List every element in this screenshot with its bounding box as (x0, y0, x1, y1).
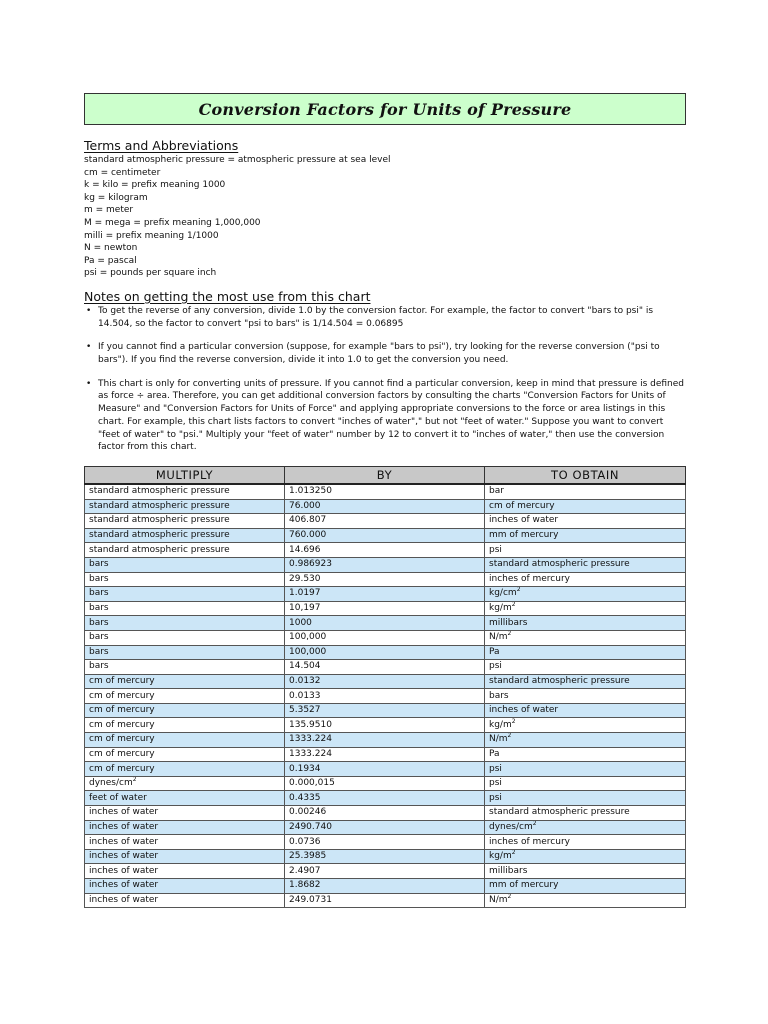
cell-multiply-text: inches of water (89, 821, 159, 832)
cell-by-text: 760.000 (289, 530, 327, 541)
cell-by (285, 601, 485, 616)
cell-to-obtain-text: psi (489, 763, 502, 774)
cell-multiply-text: cm of mercury (89, 675, 155, 686)
table-row (85, 543, 686, 558)
table-row (85, 645, 686, 660)
table-body (85, 484, 686, 908)
cell-multiply (85, 762, 285, 777)
cell-multiply-text: inches of water (89, 865, 159, 876)
cell-multiply-text: bars (89, 646, 109, 657)
cell-multiply-text: feet of water (89, 792, 147, 803)
table-row (85, 660, 686, 675)
cell-to-obtain-superscript: 2 (511, 601, 516, 609)
cell-to-obtain-superscript: 2 (507, 630, 512, 638)
cell-multiply-text: cm of mercury (89, 763, 155, 774)
title-banner (84, 93, 686, 125)
cell-to-obtain-text: inches of water (489, 705, 559, 716)
cell-by (285, 893, 485, 908)
cell-multiply-text: standard atmospheric pressure (89, 515, 230, 526)
cell-multiply-text: standard atmospheric pressure (89, 500, 230, 511)
cell-to-obtain-text: kg/cm (489, 588, 517, 599)
cell-multiply (85, 601, 285, 616)
cell-multiply-text: bars (89, 603, 109, 614)
cell-by (285, 674, 485, 689)
cell-by-text: 14.696 (289, 544, 321, 555)
cell-multiply-text: bars (89, 617, 109, 628)
cell-to-obtain (485, 660, 686, 675)
cell-by (285, 528, 485, 543)
table-row (85, 718, 686, 733)
cell-to-obtain (485, 543, 686, 558)
cell-to-obtain-text: N/m (489, 632, 508, 643)
table-row (85, 557, 686, 572)
cell-by-text: 135.9510 (289, 719, 332, 730)
cell-by (285, 557, 485, 572)
cell-to-obtain (485, 572, 686, 587)
cell-to-obtain-text: bars (489, 690, 509, 701)
cell-to-obtain-superscript: 2 (532, 820, 537, 827)
term-item: psi = pounds per square inch (84, 268, 217, 279)
cell-to-obtain-text: N/m (489, 894, 508, 905)
document-page (84, 93, 686, 908)
cell-multiply-text: cm of mercury (89, 719, 155, 730)
cell-to-obtain (485, 776, 686, 791)
cell-to-obtain-text: standard atmospheric pressure (489, 559, 630, 570)
cell-by-text: 25.3985 (289, 851, 327, 862)
table-row (85, 762, 686, 777)
cell-multiply-text: inches of water (89, 807, 159, 818)
cell-multiply (85, 557, 285, 572)
cell-by-text: 29.530 (289, 573, 321, 584)
cell-multiply-text: bars (89, 632, 109, 643)
cell-to-obtain (485, 674, 686, 689)
cell-to-obtain (485, 689, 686, 704)
cell-multiply-text: bars (89, 559, 109, 570)
cell-multiply (85, 747, 285, 762)
cell-multiply (85, 572, 285, 587)
term-item: N = newton (84, 243, 138, 254)
cell-by (285, 572, 485, 587)
cell-to-obtain (485, 601, 686, 616)
cell-to-obtain-text: Pa (489, 748, 500, 759)
term-item: Pa = pascal (84, 255, 137, 266)
cell-multiply (85, 835, 285, 850)
cell-multiply-text: inches of water (89, 836, 159, 847)
cell-to-obtain (485, 630, 686, 645)
cell-multiply (85, 806, 285, 821)
cell-to-obtain (485, 864, 686, 879)
cell-multiply (85, 514, 285, 529)
cell-by-text: 1333.224 (289, 734, 332, 745)
cell-to-obtain (485, 499, 686, 514)
table-row (85, 674, 686, 689)
cell-multiply-text: cm of mercury (89, 734, 155, 745)
cell-to-obtain-text: kg/m (489, 719, 512, 730)
cell-by (285, 718, 485, 733)
notes-heading: Notes on getting the most use from this chart (84, 288, 371, 304)
cell-by (285, 616, 485, 631)
cell-to-obtain-text: psi (489, 792, 502, 803)
cell-by-text: 0.0133 (289, 690, 321, 701)
cell-to-obtain (485, 879, 686, 894)
cell-to-obtain (485, 747, 686, 762)
cell-multiply (85, 499, 285, 514)
cell-by (285, 484, 485, 499)
cell-multiply-text: inches of water (89, 894, 159, 905)
cell-to-obtain-text: inches of mercury (489, 573, 570, 584)
cell-multiply (85, 893, 285, 908)
cell-to-obtain-text: psi (489, 544, 502, 555)
cell-by (285, 660, 485, 675)
cell-by (285, 849, 485, 864)
cell-by (285, 645, 485, 660)
table-row (85, 835, 686, 850)
table-row (85, 703, 686, 718)
cell-by-text: 5.3527 (289, 705, 321, 716)
cell-by-text: 0.000,015 (289, 778, 335, 789)
cell-to-obtain (485, 484, 686, 499)
cell-by (285, 733, 485, 748)
table-row (85, 791, 686, 806)
cell-by (285, 747, 485, 762)
cell-to-obtain-text: kg/m (489, 603, 512, 614)
cell-multiply-text: inches of water (89, 880, 159, 891)
cell-multiply (85, 484, 285, 499)
cell-by (285, 835, 485, 850)
page-title: Conversion Factors for Units of Pressure (198, 99, 572, 119)
cell-to-obtain-text: kg/m (489, 851, 512, 862)
table-row (85, 499, 686, 514)
cell-to-obtain (485, 762, 686, 777)
cell-by (285, 864, 485, 879)
table-row (85, 747, 686, 762)
cell-multiply-text: cm of mercury (89, 748, 155, 759)
table-row (85, 689, 686, 704)
cell-to-obtain-text: inches of mercury (489, 836, 570, 847)
table-row (85, 514, 686, 529)
cell-multiply (85, 616, 285, 631)
term-item: m = meter (84, 205, 134, 216)
notes-list (84, 305, 686, 454)
table-header-row (85, 466, 686, 484)
table-row (85, 733, 686, 748)
cell-to-obtain (485, 703, 686, 718)
cell-to-obtain-superscript: 2 (507, 732, 512, 740)
cell-to-obtain (485, 835, 686, 850)
table-row (85, 806, 686, 821)
cell-by (285, 499, 485, 514)
conversion-table (84, 466, 686, 908)
table-row (85, 776, 686, 791)
cell-by (285, 806, 485, 821)
cell-multiply-text: dynes/cm (89, 778, 133, 789)
cell-by-text: 1.8682 (289, 880, 321, 891)
table-row (85, 820, 686, 835)
cell-multiply (85, 689, 285, 704)
cell-by-text: 0.4335 (289, 792, 321, 803)
cell-to-obtain-text: millibars (489, 865, 528, 876)
cell-to-obtain (485, 616, 686, 631)
table-row (85, 849, 686, 864)
cell-by-text: 2.4907 (289, 865, 321, 876)
cell-by-text: 249.0731 (289, 894, 332, 905)
cell-to-obtain-text: mm of mercury (489, 530, 559, 541)
table-row (85, 893, 686, 908)
cell-by-text: 2490.740 (289, 821, 332, 832)
cell-multiply-superscript: 2 (132, 776, 137, 784)
term-item: milli = prefix meaning 1/1000 (84, 230, 219, 241)
cell-multiply (85, 733, 285, 748)
cell-to-obtain (485, 820, 686, 835)
cell-by-text: 0.00246 (289, 807, 327, 818)
cell-by-text: 406.807 (289, 515, 327, 526)
cell-by (285, 514, 485, 529)
term-item: cm = centimeter (84, 167, 161, 178)
cell-by-text: 0.986923 (289, 559, 332, 570)
cell-multiply (85, 718, 285, 733)
cell-to-obtain-text: cm of mercury (489, 500, 555, 511)
cell-by-text: 1.0197 (289, 588, 321, 599)
cell-to-obtain (485, 893, 686, 908)
cell-to-obtain-text: standard atmospheric pressure (489, 807, 630, 818)
cell-by-text: 1333.224 (289, 748, 332, 759)
cell-to-obtain-text: psi (489, 661, 502, 672)
cell-by (285, 703, 485, 718)
cell-multiply (85, 587, 285, 602)
terms-heading: Terms and Abbreviations (84, 138, 239, 153)
cell-to-obtain (485, 791, 686, 806)
cell-multiply (85, 630, 285, 645)
cell-to-obtain-text: bar (489, 486, 504, 497)
cell-by-text: 0.1934 (289, 763, 321, 774)
header-to-obtain: TO OBTAIN (485, 466, 686, 484)
cell-multiply (85, 864, 285, 879)
cell-to-obtain-text: inches of water (489, 515, 559, 526)
cell-by (285, 543, 485, 558)
cell-to-obtain-text: standard atmospheric pressure (489, 675, 630, 686)
cell-to-obtain-text: Pa (489, 646, 500, 657)
cell-multiply (85, 849, 285, 864)
term-item: M = mega = prefix meaning 1,000,000 (84, 217, 261, 228)
cell-multiply (85, 660, 285, 675)
cell-multiply (85, 776, 285, 791)
cell-to-obtain-text: N/m (489, 734, 508, 745)
header-by: BY (285, 466, 485, 484)
cell-multiply-text: inches of water (89, 851, 159, 862)
cell-by (285, 776, 485, 791)
cell-multiply (85, 703, 285, 718)
cell-to-obtain (485, 849, 686, 864)
cell-multiply-text: standard atmospheric pressure (89, 530, 230, 541)
cell-multiply-text: standard atmospheric pressure (89, 544, 230, 555)
cell-to-obtain-text: millibars (489, 617, 528, 628)
table-row (85, 864, 686, 879)
cell-multiply-text: cm of mercury (89, 690, 155, 701)
cell-to-obtain (485, 718, 686, 733)
cell-by-text: 100,000 (289, 646, 327, 657)
cell-by-text: 76.000 (289, 500, 321, 511)
cell-to-obtain (485, 806, 686, 821)
cell-by-text: 100,000 (289, 632, 327, 643)
cell-to-obtain-text: mm of mercury (489, 880, 559, 891)
cell-multiply (85, 543, 285, 558)
cell-by (285, 762, 485, 777)
cell-by-text: 0.0736 (289, 836, 321, 847)
table-row (85, 879, 686, 894)
cell-multiply-text: bars (89, 661, 109, 672)
cell-by (285, 689, 485, 704)
term-item: k = kilo = prefix meaning 1000 (84, 180, 226, 191)
table-row (85, 630, 686, 645)
cell-to-obtain (485, 557, 686, 572)
table-row (85, 528, 686, 543)
cell-by-text: 14.504 (289, 661, 321, 672)
cell-to-obtain (485, 587, 686, 602)
cell-to-obtain (485, 733, 686, 748)
cell-to-obtain-superscript: 2 (511, 717, 516, 725)
note-item: • To get the reverse of any conversion, divide 1.0 by the conversion factor. For example, the factor to convert "bars to psi" is 14.504, so the factor to convert "psi to bars" is 1/14.504 = 0.06895 (84, 305, 688, 330)
cell-by (285, 587, 485, 602)
cell-multiply (85, 791, 285, 806)
cell-multiply (85, 820, 285, 835)
cell-to-obtain-superscript: 2 (511, 849, 516, 857)
cell-multiply-text: bars (89, 588, 109, 599)
term-item: standard atmospheric pressure = atmospheric pressure at sea level (84, 155, 391, 165)
table-row (85, 601, 686, 616)
cell-to-obtain (485, 514, 686, 529)
note-item: • This chart is only for converting units of pressure. If you cannot find a particular conversion, keep in mind that pressure is defined as force ÷ area. Therefore, you can get additional conversion factors by consulting the charts "Conversion Factors for Units of Measure" and "Conversion Factors for Units of Force" and applying appropriate conversions to the force or area listings in this chart. For example, this chart lists factors to convert "inches of water"," but not "feet of water." Suppose you want to convert "feet of water" to "psi." Multiply your "feet of water" number by 12 to convert it to "inches of water," then use the conversion factor from this chart. (84, 378, 688, 454)
table-row (85, 616, 686, 631)
terms-list (84, 154, 686, 280)
table-row (85, 587, 686, 602)
cell-by-text: 10,197 (289, 603, 321, 614)
cell-multiply-text: cm of mercury (89, 705, 155, 716)
term-item: kg = kilogram (84, 192, 148, 203)
cell-to-obtain (485, 528, 686, 543)
cell-multiply (85, 879, 285, 894)
cell-to-obtain (485, 645, 686, 660)
cell-multiply-text: standard atmospheric pressure (89, 486, 230, 497)
table-row (85, 572, 686, 587)
cell-to-obtain-superscript: 2 (507, 893, 512, 900)
header-multiply: MULTIPLY (85, 466, 285, 484)
cell-by (285, 630, 485, 645)
cell-multiply-text: bars (89, 573, 109, 584)
cell-by (285, 791, 485, 806)
note-item: • If you cannot find a particular conversion (suppose, for example "bars to psi"), try looking for the reverse conversion ("psi to bars"). If you find the reverse conversion, divide it into 1.0 to get the conversion you need. (84, 341, 688, 366)
cell-to-obtain-superscript: 2 (516, 586, 521, 594)
cell-multiply (85, 674, 285, 689)
cell-to-obtain-text: psi (489, 778, 502, 789)
table-row (85, 484, 686, 499)
cell-by (285, 820, 485, 835)
cell-to-obtain-text: dynes/cm (489, 821, 533, 832)
cell-by (285, 879, 485, 894)
cell-multiply (85, 528, 285, 543)
cell-multiply (85, 645, 285, 660)
cell-by-text: 0.0132 (289, 675, 321, 686)
cell-by-text: 1000 (289, 617, 312, 628)
cell-by-text: 1.013250 (289, 486, 332, 497)
